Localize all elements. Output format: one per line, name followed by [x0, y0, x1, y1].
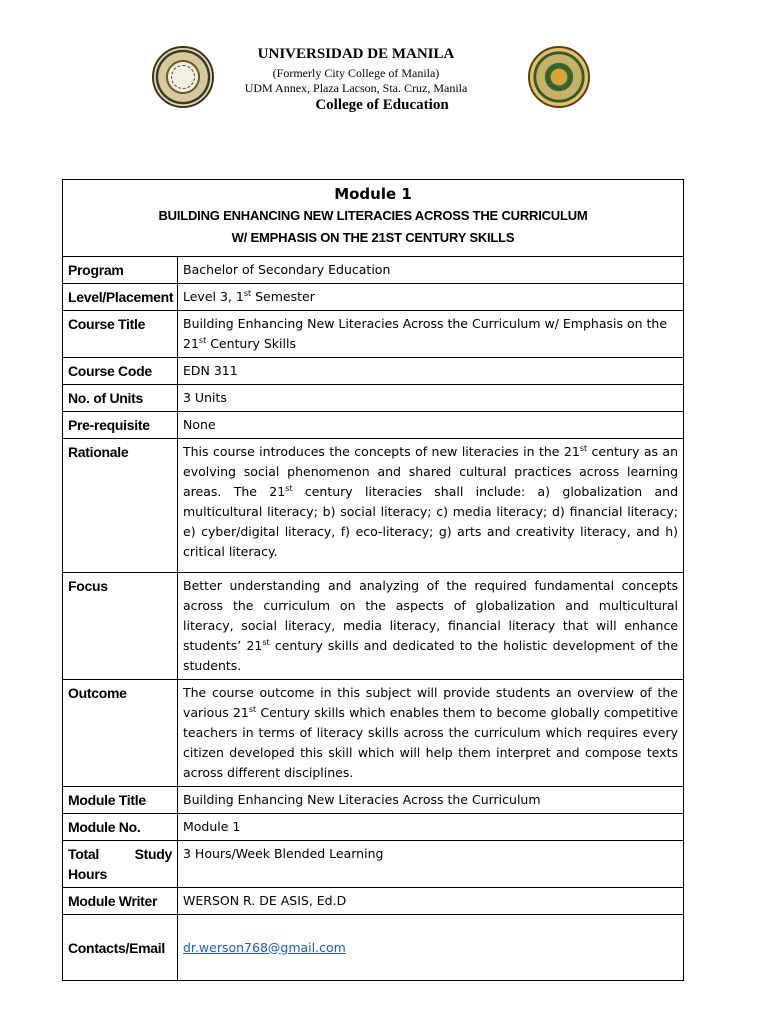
university-address: UDM Annex, Plaza Lacson, Sta. Cruz, Manila — [244, 81, 468, 95]
table-row — [63, 888, 684, 915]
university-former-name: (Formerly City College of Manila) — [272, 66, 440, 80]
row-label-course-code: Course Code — [63, 358, 178, 385]
row-label-program: Program — [63, 257, 178, 284]
college-name: College of Education — [315, 97, 449, 113]
table-row — [63, 284, 684, 311]
row-value-program: Bachelor of Secondary Education — [178, 257, 684, 284]
page-header — [0, 40, 768, 120]
row-value-focus: Better understanding and analyzing of the required fundamental concepts across the curriculum on the aspects of globalization and multicultural literacy, social literacy, media literacy, financial literacy that will enhance students’ 21st century skills and dedicated to the holistic development of the students. — [178, 573, 684, 680]
table-row — [63, 915, 684, 981]
row-value-course-title: Building Enhancing New Literacies Across the Curriculum w/ Emphasis on the 21st Century Skills — [178, 311, 684, 358]
table-row — [63, 787, 684, 814]
university-name: UNIVERSIDAD DE MANILA — [257, 46, 455, 62]
row-label-level: Level/Placement — [63, 284, 178, 311]
row-label-course-title: Course Title — [63, 311, 178, 358]
module-subtitle-line1: BUILDING ENHANCING NEW LITERACIES ACROSS THE CURRICULUM — [158, 208, 588, 223]
row-label-rationale: Rationale — [63, 439, 178, 573]
row-label-writer: Module Writer — [63, 888, 178, 915]
university-seal-left — [152, 46, 214, 108]
row-label-units: No. of Units — [63, 385, 178, 412]
row-value-module-no: Module 1 — [178, 814, 684, 841]
college-seal-right — [528, 46, 590, 108]
module-title: Module 1 — [334, 185, 412, 203]
row-label-study-hours: Total Study Hours — [63, 841, 178, 888]
row-label-module-title: Module Title — [63, 787, 178, 814]
module-subtitle-line2: W/ EMPHASIS ON THE 21ST CENTURY SKILLS — [231, 230, 515, 245]
row-value-prereq: None — [178, 412, 684, 439]
table-row — [63, 680, 684, 787]
row-value-outcome: The course outcome in this subject will provide students an overview of the various 21st Century skills which enables them to become globally competitive teachers in terms of literacy skills across the curriculum which requires every citizen developed this skill which will help them interpret and compose texts across different disciplines. — [178, 680, 684, 787]
module-heading-row — [63, 180, 684, 257]
row-label-module-no: Module No. — [63, 814, 178, 841]
row-value-level: Level 3, 1st Semester — [178, 284, 684, 311]
row-label-prereq: Pre-requisite — [63, 412, 178, 439]
table-row — [63, 841, 684, 888]
row-value-contacts — [178, 915, 684, 981]
table-row — [63, 814, 684, 841]
row-label-focus: Focus — [63, 573, 178, 680]
row-label-contacts: Contacts/Email — [63, 915, 178, 981]
row-value-rationale: This course introduces the concepts of new literacies in the 21st century as an evolving social phenomenon and shared cultural practices across learning areas. The 21st century literacies shall include: a) globalization and multicultural literacy; b) social literacy; c) media literacy; d) financial literacy; e) cyber/digital literacy, f) eco-literacy; g) arts and creativity literacy, and h) critical literacy. — [178, 439, 684, 573]
table-row — [63, 385, 684, 412]
table-row — [63, 257, 684, 284]
table-row — [63, 573, 684, 680]
row-value-units: 3 Units — [178, 385, 684, 412]
row-value-study-hours: 3 Hours/Week Blended Learning — [178, 841, 684, 888]
row-value-writer: WERSON R. DE ASIS, Ed.D — [178, 888, 684, 915]
table-row — [63, 412, 684, 439]
module-heading — [63, 180, 684, 257]
table-row — [63, 439, 684, 573]
row-value-module-title: Building Enhancing New Literacies Across the Curriculum — [178, 787, 684, 814]
email-link[interactable]: dr.werson768@gmail.com — [183, 939, 346, 955]
row-label-outcome: Outcome — [63, 680, 178, 787]
table-row — [63, 311, 684, 358]
module-info-table — [62, 179, 684, 981]
row-value-course-code: EDN 311 — [178, 358, 684, 385]
table-row — [63, 358, 684, 385]
